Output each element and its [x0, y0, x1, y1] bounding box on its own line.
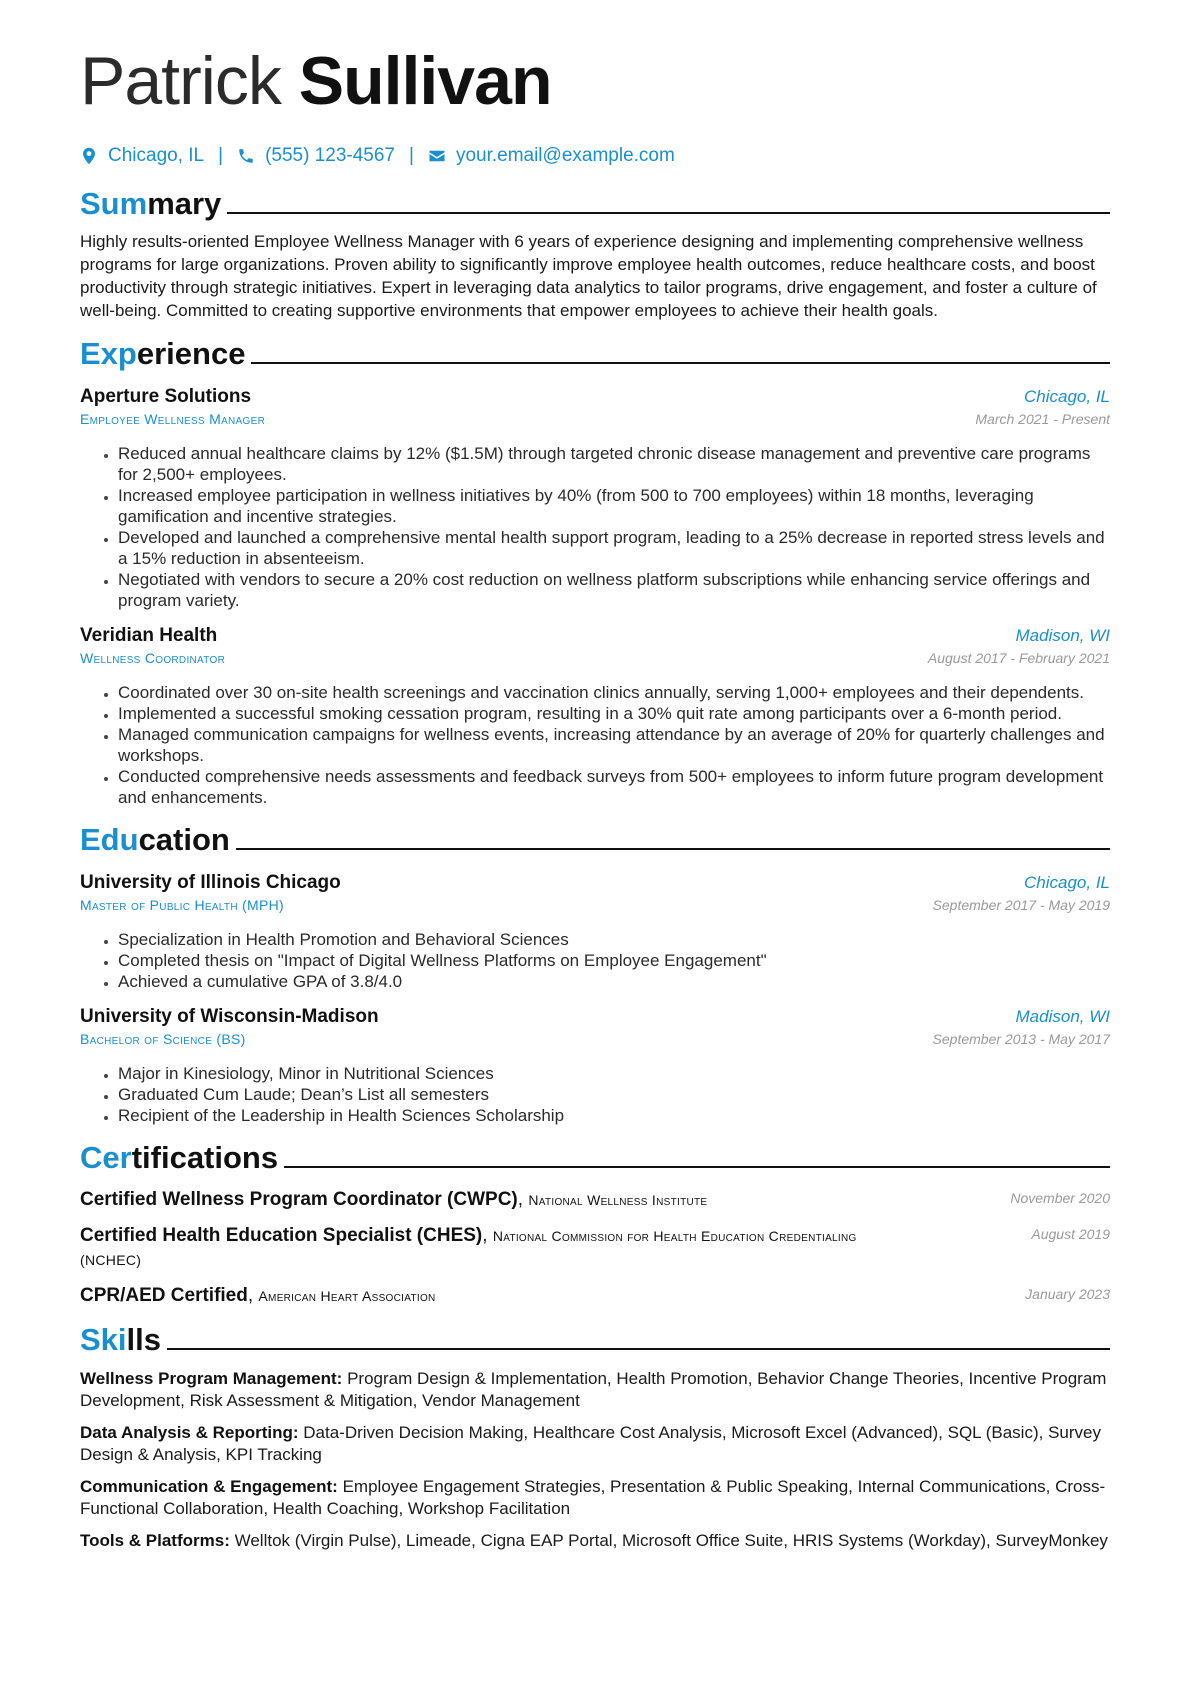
summary-section — [80, 180, 1110, 322]
company-name: Veridian Health — [80, 625, 218, 646]
contact-line — [80, 140, 1110, 172]
list-item: • Recipient of the Leadership in Health Sciences Scholarship — [118, 1105, 1110, 1126]
certification-item: CPR/AED Certified, American Heart Association January 2023 — [80, 1285, 1110, 1306]
section-rule — [167, 1348, 1110, 1350]
phone-text: (555) 123-4567 — [265, 145, 395, 166]
degree: Master of Public Health (MPH) — [80, 897, 284, 913]
list-item: • Achieved a cumulative GPA of 3.8/4.0 — [118, 971, 1110, 992]
skill-category: Tools & Platforms: — [80, 1531, 230, 1550]
contact-separator: | — [409, 145, 414, 166]
section-rule — [251, 362, 1110, 364]
school-dates: September 2013 - May 2017 — [932, 1031, 1110, 1047]
school-location: Madison, WI — [1015, 1007, 1110, 1026]
experience-entry — [80, 625, 1110, 808]
last-name: Sullivan — [298, 43, 552, 119]
section-title: Education — [80, 822, 230, 857]
certification-name: Certified Health Education Specialist (CHES) — [80, 1225, 483, 1246]
section-header — [80, 180, 1110, 222]
contact-phone[interactable] — [237, 145, 395, 167]
education-section — [80, 816, 1110, 1126]
certification-issuer: National Wellness Institute — [528, 1192, 708, 1208]
list-item: • Coordinated over 30 on-site health screenings and vaccination clinics annually, serving 1,000+ employees and their dependents. — [118, 682, 1110, 703]
skill-list: Employee Engagement Strategies, Presentation & Public Speaking, Internal Communications, Cross-Functional Collaboration, Health Coaching, Workshop Facilitation — [80, 1477, 1106, 1518]
school-name: University of Illinois Chicago — [80, 872, 341, 893]
section-header — [80, 1134, 1110, 1176]
email-text: your.email@example.com — [455, 145, 675, 166]
certifications-section — [80, 1134, 1110, 1308]
education-entry — [80, 1006, 1110, 1126]
skill-category: Data Analysis & Reporting: — [80, 1423, 299, 1442]
list-item: • Implemented a successful smoking cessation program, resulting in a 30% quit rate among participants over a 6-month period. — [118, 703, 1110, 724]
list-item: • Conducted comprehensive needs assessments and feedback surveys from 500+ employees to inform future program development and enhancements. — [118, 766, 1110, 808]
section-title: Skills — [80, 1322, 161, 1357]
experience-entry — [80, 386, 1110, 611]
skill-category: Communication & Engagement: — [80, 1477, 338, 1496]
skill-group — [80, 1368, 1110, 1412]
certification-name: CPR/AED Certified — [80, 1285, 248, 1306]
school-name: University of Wisconsin-Madison — [80, 1006, 379, 1027]
certification-item: Certified Wellness Program Coordinator (CWPC), National Wellness Institute November 2020 — [80, 1189, 1110, 1210]
list-item: • Major in Kinesiology, Minor in Nutritional Sciences — [118, 1063, 1110, 1084]
certification-date: August 2019 — [1031, 1226, 1110, 1242]
list-item: • Graduated Cum Laude; Dean’s List all semesters — [118, 1084, 1110, 1105]
list-item: • Completed thesis on "Impact of Digital Wellness Platforms on Employee Engagement" — [118, 950, 1110, 971]
phone-icon — [237, 146, 255, 166]
section-title: Summary — [80, 186, 222, 221]
section-title: Certifications — [80, 1140, 279, 1175]
section-rule — [227, 212, 1110, 214]
job-dates: August 2017 - February 2021 — [927, 650, 1110, 666]
certification-issuer: American Heart Association — [258, 1288, 436, 1304]
skills-section — [80, 1316, 1110, 1552]
section-rule — [236, 848, 1110, 850]
certification-issuer: National Commission for Health Education Credentialing (NCHEC) — [80, 1228, 857, 1268]
contact-email[interactable] — [428, 145, 675, 167]
section-title: Experience — [80, 336, 246, 371]
bullet-list — [80, 682, 1110, 808]
bullet-list — [80, 443, 1110, 611]
job-dates: March 2021 - Present — [975, 411, 1110, 427]
first-name: Patrick — [80, 43, 281, 119]
map-pin-icon — [80, 146, 98, 166]
skill-category: Wellness Program Management: — [80, 1369, 343, 1388]
list-item: • Increased employee participation in wellness initiatives by 40% (from 500 to 700 employees) within 18 months, leveraging gamification and incentive strategies. — [118, 485, 1110, 527]
contact-separator: | — [218, 145, 224, 166]
certification-date: November 2020 — [1010, 1190, 1110, 1206]
job-location: Chicago, IL — [1024, 387, 1110, 406]
skill-group — [80, 1422, 1110, 1466]
certification-item: Certified Health Education Specialist (CHES), National Commission for Health Education Credentialing (NCHEC) August 2019 — [80, 1224, 1110, 1272]
candidate-name — [80, 40, 1110, 122]
company-name: Aperture Solutions — [80, 386, 252, 407]
section-header — [80, 1316, 1110, 1358]
section-header — [80, 330, 1110, 372]
experience-section — [80, 330, 1110, 808]
job-location: Madison, WI — [1015, 626, 1110, 645]
list-item: • Reduced annual healthcare claims by 12% ($1.5M) through targeted chronic disease management and preventive care programs for 2,500+ employees. — [118, 443, 1110, 485]
contact-location — [80, 145, 204, 167]
school-dates: September 2017 - May 2019 — [932, 897, 1110, 913]
section-rule — [284, 1166, 1110, 1168]
skill-list: Welltok (Virgin Pulse), Limeade, Cigna EAP Portal, Microsoft Office Suite, HRIS Systems (Workday), SurveyMonkey — [234, 1531, 1108, 1550]
location-text: Chicago, IL — [108, 145, 205, 166]
summary-text: Highly results-oriented Employee Wellness Manager with 6 years of experience designing and implementing comprehensive wellness programs for large organizations. Proven ability to significantly improve employee health outcomes, reduce healthcare costs, and boost productivity through strategic initiatives. Expert in leveraging data analytics to tailor programs, drive engagement, and foster a culture of well-being. Committed to creating supportive environments that empower employees to achieve their health goals. — [80, 232, 1097, 320]
certification-name: Certified Wellness Program Coordinator (CWPC) — [80, 1189, 518, 1210]
skill-list: Program Design & Implementation, Health Promotion, Behavior Change Theories, Incentive Program Development, Risk Assessment & Mitigation, Vendor Management — [80, 1369, 1107, 1410]
certification-date: January 2023 — [1025, 1286, 1110, 1302]
envelope-icon — [428, 146, 446, 166]
education-entry — [80, 872, 1110, 992]
job-title: Employee Wellness Manager — [80, 411, 266, 427]
section-header — [80, 816, 1110, 858]
list-item: • Negotiated with vendors to secure a 20% cost reduction on wellness platform subscriptions while enhancing service offerings and program variety. — [118, 569, 1110, 611]
skill-group — [80, 1530, 1110, 1552]
bullet-list — [80, 929, 1110, 992]
job-title: Wellness Coordinator — [80, 650, 226, 666]
skill-group — [80, 1476, 1110, 1520]
degree: Bachelor of Science (BS) — [80, 1031, 246, 1047]
school-location: Chicago, IL — [1024, 873, 1110, 892]
list-item: • Managed communication campaigns for wellness events, increasing attendance by an average of 20% for quarterly challenges and workshops. — [118, 724, 1110, 766]
skill-list: Data-Driven Decision Making, Healthcare Cost Analysis, Microsoft Excel (Advanced), SQL (Basic), Survey Design & Analysis, KPI Tracking — [80, 1423, 1101, 1464]
list-item: • Developed and launched a comprehensive mental health support program, leading to a 25% decrease in reported stress levels and a 15% reduction in absenteeism. — [118, 527, 1110, 569]
bullet-list — [80, 1063, 1110, 1126]
list-item: • Specialization in Health Promotion and Behavioral Sciences — [118, 929, 1110, 950]
